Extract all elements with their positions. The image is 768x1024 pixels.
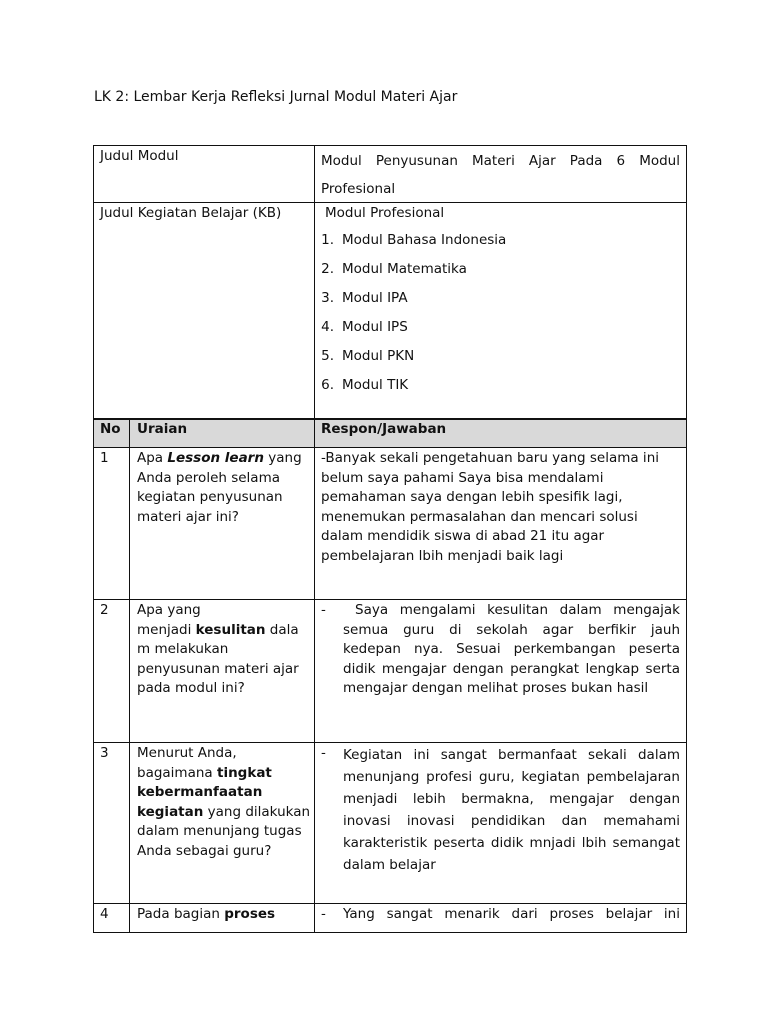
judul-modul-value-line1: Modul Penyusunan Materi Ajar Pada 6 Modul bbox=[321, 153, 680, 169]
page-title: LK 2: Lembar Kerja Refleksi Jurnal Modul Materi Ajar bbox=[94, 89, 458, 105]
row-3-respon: Kegiatan ini sangat bermanfaat sekali dalam menunjang profesi guru, kegiatan pembelajaran menjadi lebih bermakna, mengajar dengan inovasi inovasi pendidikan dan memahami karakteristik peserta didik mnjadi lbih semangat dalam belajar bbox=[343, 747, 680, 873]
module-item: 2. Modul Matematika bbox=[321, 261, 467, 277]
row-2-uraian: Apa yang menjadi kesulitan dala m melakukan penyusunan materi ajar pada modul ini? bbox=[137, 602, 299, 696]
judul-kb-label: Judul Kegiatan Belajar (KB) bbox=[100, 205, 282, 221]
row-2-respon: Saya mengalami kesulitan dalam mengajak semua guru di sekolah agar berfikir jauh kedepan nya. Sesuai perkembangan peserta didik mengajar dengan perangkat lengkap serta mengajar dengan melihat proses bukan hasil bbox=[343, 602, 680, 696]
module-list bbox=[308, 232, 678, 412]
row-3-no: 3 bbox=[100, 745, 109, 761]
row-4-no: 4 bbox=[100, 906, 109, 922]
module-item: 1. Modul Bahasa Indonesia bbox=[321, 232, 507, 248]
row-1-respon: -Banyak sekali pengetahuan baru yang selama ini belum saya pahami Saya bisa mendalami pemahaman saya dengan lebih spesifik lagi, menemukan permasalahan dan mencari solusi dalam mendidik siswa di abad 21 itu agar pembelajaran lbih menjadi baik lagi bbox=[321, 450, 659, 564]
header-no: No bbox=[100, 421, 121, 437]
judul-modul-value bbox=[321, 147, 680, 203]
row-4-bullet: - bbox=[321, 906, 326, 922]
module-item: 5. Modul PKN bbox=[321, 348, 415, 364]
row-1-uraian: Apa Lesson learn yang Anda peroleh selama kegiatan penyusunan materi ajar ini? bbox=[137, 450, 302, 525]
row-2-bullet: - bbox=[321, 602, 326, 618]
row-4-uraian: Pada bagian proses bbox=[137, 906, 276, 922]
header-respon: Respon/Jawaban bbox=[321, 421, 447, 437]
row-4-respon: Yang sangat menarik dari proses belajar ini bbox=[343, 906, 680, 922]
module-item: 6. Modul TIK bbox=[321, 377, 409, 393]
row-3-bullet: - bbox=[321, 745, 326, 761]
module-item: 3. Modul IPA bbox=[321, 290, 408, 306]
row-1-no: 1 bbox=[100, 450, 109, 466]
row-3-uraian: Menurut Anda, bagaimana tingkat kebermanfaatan kegiatan yang dilakukan dalam menunjang tugas Anda sebagai guru? bbox=[137, 745, 311, 859]
judul-modul-value-line2: Profesional bbox=[321, 181, 396, 197]
module-item: 4. Modul IPS bbox=[321, 319, 408, 335]
header-uraian: Uraian bbox=[137, 421, 188, 437]
judul-kb-value: Modul Profesional bbox=[325, 205, 445, 221]
row-2-no: 2 bbox=[100, 602, 109, 618]
judul-modul-label: Judul Modul bbox=[100, 148, 179, 164]
